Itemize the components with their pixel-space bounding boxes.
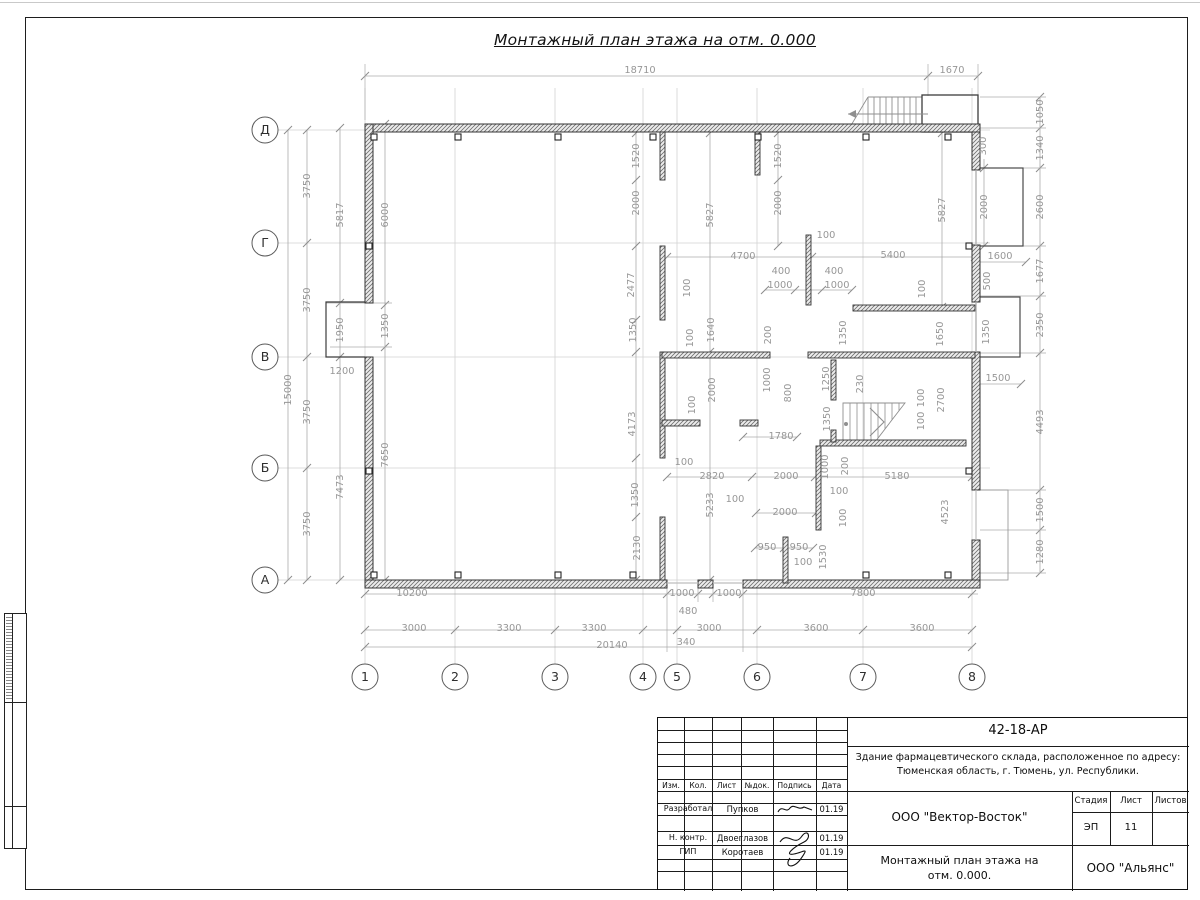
dimension-label: 3750 xyxy=(302,287,313,313)
dimension-label: 1530 xyxy=(818,544,829,570)
column-marker xyxy=(945,134,951,140)
stage-label: Стадия xyxy=(1074,796,1108,806)
partition-wall xyxy=(662,420,700,426)
date-cell: 01.19 xyxy=(819,833,844,843)
dimension-label: 2000 xyxy=(707,377,718,403)
dimension-label: 2000 xyxy=(773,190,784,216)
interior-stair-outline xyxy=(843,403,905,442)
ramp-outline xyxy=(976,490,1008,580)
dimension-label: 1250 xyxy=(821,366,832,392)
dimension-label: 5233 xyxy=(705,492,716,518)
dimension-label: 1340 xyxy=(1035,135,1046,161)
drawing-title: Монтажный план этажа на отм. 0.000 xyxy=(493,31,817,49)
dimension-label: 340 xyxy=(676,637,696,648)
dimension-label: 7650 xyxy=(380,442,391,468)
exterior-wall xyxy=(972,540,980,580)
dimension-label: 100 xyxy=(916,388,927,408)
column-marker xyxy=(455,134,461,140)
dimension-label: 1600 xyxy=(987,251,1013,262)
dimension-label: 200 xyxy=(763,325,774,345)
dimension-label: 1000 xyxy=(767,280,793,291)
dimension-label: 5827 xyxy=(937,197,948,223)
sheets-label: Листов xyxy=(1154,796,1187,806)
partition-wall xyxy=(662,352,770,358)
column-marker xyxy=(945,572,951,578)
sheet-title-line2: отм. 0.000. xyxy=(927,869,992,882)
dimension-label: 1000 xyxy=(669,588,695,599)
dimension-label: 1640 xyxy=(706,317,717,343)
dimension-label: 400 xyxy=(824,266,844,277)
dimension-label: 1520 xyxy=(631,143,642,169)
axis-label-col: 4 xyxy=(639,669,647,684)
dimension-label: 2477 xyxy=(626,272,637,298)
dimension-label: 1520 xyxy=(773,143,784,169)
dimension-label: 3750 xyxy=(302,399,313,425)
dimension-label: 5400 xyxy=(880,250,906,261)
column-marker xyxy=(966,243,972,249)
title-block xyxy=(657,717,1188,890)
partition-wall xyxy=(660,246,665,320)
dimension-label: 400 xyxy=(771,266,791,277)
dimension-label: 20140 xyxy=(596,640,628,651)
dimension-label: 1500 xyxy=(985,373,1011,384)
dimension-label: 200 xyxy=(840,456,851,476)
dimension-label: 3000 xyxy=(696,623,722,634)
doc-code: 42-18-АР xyxy=(988,723,1048,738)
revision-header-cell: Дата xyxy=(821,780,842,790)
axis-label-col: 5 xyxy=(673,669,681,684)
role-cell: Н. контр. xyxy=(668,833,708,842)
dimension-label: 4173 xyxy=(627,411,638,437)
exterior-wall xyxy=(365,580,667,588)
dimension-label: 2820 xyxy=(699,471,725,482)
column-marker xyxy=(755,134,761,140)
column-marker xyxy=(863,572,869,578)
partition-wall xyxy=(660,132,665,180)
axis-label-col: 2 xyxy=(451,669,459,684)
sheet-number: 11 xyxy=(1124,822,1138,833)
dimension-label: 100 xyxy=(687,395,698,415)
partition-wall xyxy=(660,352,665,458)
axis-label-row: Д xyxy=(260,122,270,137)
dimension-label: 10200 xyxy=(396,588,428,599)
dimension-label: 230 xyxy=(855,374,866,394)
dimension-label: 1500 xyxy=(1035,497,1046,523)
column-marker xyxy=(966,468,972,474)
revision-header-cell: №док. xyxy=(744,780,770,790)
axis-label-col: 1 xyxy=(361,669,369,684)
dimension-label: 2000 xyxy=(772,507,798,518)
dimension-label: 950 xyxy=(789,542,809,553)
column-marker xyxy=(371,572,377,578)
dimension-label: 4523 xyxy=(940,499,951,525)
sheet-label: Лист xyxy=(1120,796,1142,806)
signature-icon xyxy=(774,802,816,816)
dimension-label: 2700 xyxy=(936,387,947,413)
dimension-label: 4700 xyxy=(730,251,756,262)
dimension-label: 7800 xyxy=(850,588,876,599)
column-marker xyxy=(863,134,869,140)
dimension-label: 300 xyxy=(978,136,989,156)
column-marker xyxy=(630,572,636,578)
exterior-wall xyxy=(698,580,713,588)
dimension-label: 100 xyxy=(816,230,836,241)
dimension-label: 5827 xyxy=(705,202,716,228)
dimension-label: 1650 xyxy=(935,321,946,347)
axis-label-col: 7 xyxy=(859,669,867,684)
dimension-label: 3000 xyxy=(401,623,427,634)
dimension-label: 5180 xyxy=(884,471,910,482)
dimension-label: 2350 xyxy=(1035,312,1046,338)
dimension-label: 7473 xyxy=(335,474,346,500)
exterior-wall xyxy=(972,352,980,490)
column-marker xyxy=(371,134,377,140)
column-marker xyxy=(650,134,656,140)
dimension-label: 2000 xyxy=(979,194,990,220)
name-cell: Пупков xyxy=(726,804,759,814)
column-marker xyxy=(366,243,372,249)
dimension-label: 1350 xyxy=(981,319,992,345)
dimension-label: 3300 xyxy=(496,623,522,634)
dimension-label: 1280 xyxy=(1035,539,1046,565)
contractor-firm: ООО "Альянс" xyxy=(1086,861,1175,875)
revision-header-cell: Подпись xyxy=(777,780,812,790)
dimension-label: 100 xyxy=(917,279,928,299)
partition-wall xyxy=(806,235,811,305)
exterior-wall xyxy=(365,124,373,303)
partition-wall xyxy=(660,517,665,580)
axis-label-row: Б xyxy=(260,460,270,475)
dimension-label: 3600 xyxy=(803,623,829,634)
object-name-line2: Тюменская область, г. Тюмень, ул. Республики. xyxy=(897,766,1139,777)
partition-wall xyxy=(853,305,975,311)
dimension-label: 1000 xyxy=(824,280,850,291)
designer-org: ООО "Вектор-Восток" xyxy=(891,810,1028,824)
exterior-wall xyxy=(365,124,980,132)
sheet-title-line1: Монтажный план этажа на xyxy=(880,854,1039,867)
dimension-label: 6000 xyxy=(380,202,391,228)
dimension-label: 1000 xyxy=(762,367,773,393)
exterior-wall xyxy=(972,245,980,302)
dimension-label: 100 xyxy=(685,328,696,348)
dimension-label: 2000 xyxy=(773,471,799,482)
dimension-label: 1350 xyxy=(838,320,849,346)
dimension-label: 3750 xyxy=(302,511,313,537)
stair-arrow-head xyxy=(848,110,856,118)
partition-wall xyxy=(783,537,788,583)
revision-header-cell: Кол. xyxy=(689,780,707,790)
dimension-label: 1950 xyxy=(335,317,346,343)
dimension-label: 100 xyxy=(793,557,813,568)
dimension-label: 3750 xyxy=(302,173,313,199)
partition-wall xyxy=(808,352,975,358)
interior-stair-start-dot xyxy=(844,422,848,426)
dimension-label: 3600 xyxy=(909,623,935,634)
role-cell: ГИП xyxy=(679,847,697,856)
dimension-label: 2130 xyxy=(632,535,643,561)
signature-icon xyxy=(774,828,816,872)
dimension-label: 1050 xyxy=(1035,99,1046,125)
dimension-label: 2600 xyxy=(1035,194,1046,220)
role-cell: Разработал xyxy=(663,804,713,813)
dimension-label: 1000 xyxy=(820,454,831,480)
partition-wall xyxy=(740,420,758,426)
date-cell: 01.19 xyxy=(819,847,844,857)
axis-label-col: 8 xyxy=(968,669,976,684)
axis-label-row: Г xyxy=(261,235,269,250)
column-marker xyxy=(555,134,561,140)
dimension-label: 100 xyxy=(674,457,694,468)
column-marker xyxy=(455,572,461,578)
partition-wall xyxy=(820,440,966,446)
dimension-label: 4493 xyxy=(1035,409,1046,435)
column-marker xyxy=(555,572,561,578)
dimension-label: 100 xyxy=(829,486,849,497)
dimension-label: 1350 xyxy=(380,313,391,339)
dimension-label: 480 xyxy=(678,606,698,617)
dimension-label: 5817 xyxy=(335,202,346,228)
name-cell: Коротаев xyxy=(721,847,764,857)
dimension-label: 100 xyxy=(838,508,849,528)
dimension-label: 1350 xyxy=(628,317,639,343)
dimension-label: 1200 xyxy=(329,366,355,377)
revision-header-cell: Лист xyxy=(716,780,737,790)
dimension-label: 18710 xyxy=(624,65,656,76)
dimension-label: 950 xyxy=(757,542,777,553)
axis-label-row: В xyxy=(260,349,270,364)
dimension-label: 100 xyxy=(682,278,693,298)
dimension-label: 100 xyxy=(725,494,745,505)
date-cell: 01.19 xyxy=(819,804,844,814)
name-cell: Двоеглазов xyxy=(716,833,769,843)
dimension-label: 800 xyxy=(783,383,794,403)
dimension-label: 1677 xyxy=(1035,258,1046,284)
column-marker xyxy=(366,468,372,474)
dimension-label: 1000 xyxy=(716,588,742,599)
dimension-label: 500 xyxy=(982,271,993,291)
dimension-label: 100 xyxy=(916,411,927,431)
revision-header-cell: Изм. xyxy=(662,780,680,790)
dimension-label: 2000 xyxy=(631,190,642,216)
object-name-line1: Здание фармацевтического склада, расположенное по адресу: xyxy=(855,752,1181,763)
interior-stair-arrow xyxy=(870,408,884,436)
dimension-label: 1670 xyxy=(939,65,965,76)
dimension-label: 1780 xyxy=(768,431,794,442)
axis-label-col: 6 xyxy=(753,669,761,684)
dimension-label: 3300 xyxy=(581,623,607,634)
dimension-label: 1350 xyxy=(822,406,833,432)
dimension-label: 1350 xyxy=(630,482,641,508)
axis-label-col: 3 xyxy=(551,669,559,684)
stage-value: ЭП xyxy=(1083,822,1099,833)
axis-label-row: А xyxy=(260,572,270,587)
exterior-wall xyxy=(743,580,980,588)
dimension-label: 15000 xyxy=(283,374,294,406)
